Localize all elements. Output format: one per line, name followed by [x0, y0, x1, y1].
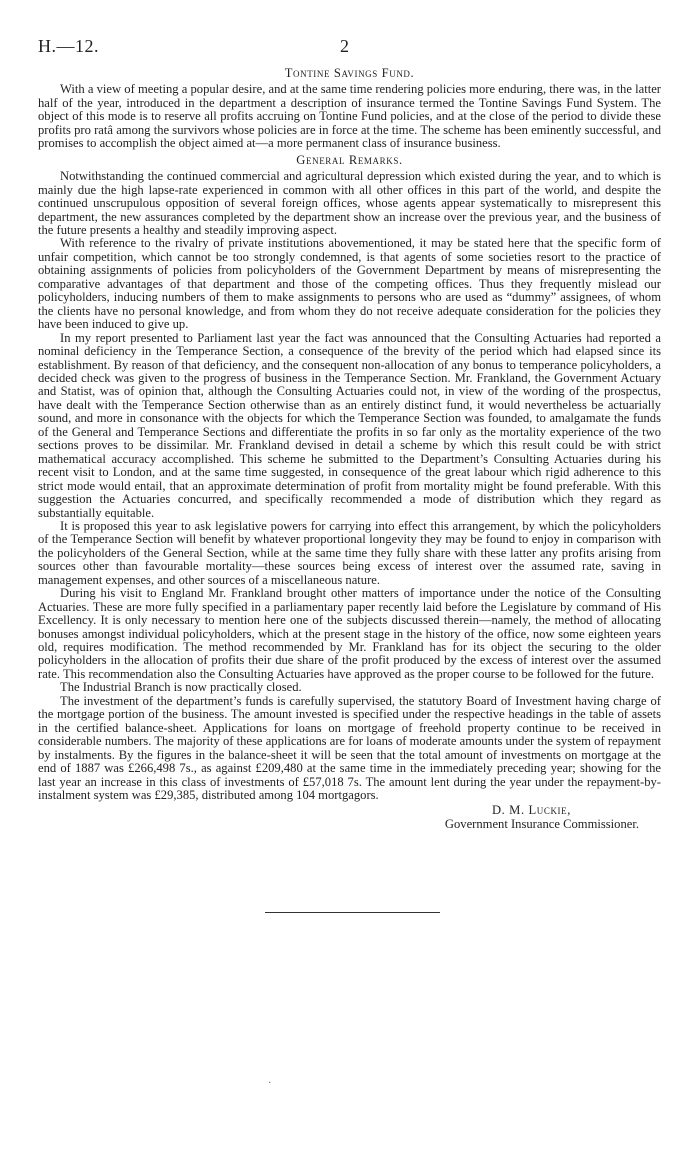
paragraph-rivalry: With reference to the rivalry of private institutions abovementioned, it may be stated here that the specific form of unfair competition, which cannot be too strongly condemned, is that agents of some societies resort to the practice of obtaining assignments of policies from policyholders of the Government Department by means of misrepresenting the comparative advantages of that department and those of the competing offices. Thus they frequently mislead our policyholders, inducing numbers of them to make assignments to persons who are used as “dummy” assignees, of whom the clients have no personal knowledge, and from whom they do not receive adequate consideration for the policies they have been induced to give up. [38, 236, 661, 332]
signature-title: Government Insurance Commissioner. [444, 816, 639, 831]
closing-rule [265, 912, 440, 913]
paragraph-visit-england: During his visit to England Mr. Frankland brought other matters of importance under the notice of the Consulting Actuaries. These are more fully specified in a parliamentary paper recently laid before the Legislature by command of His Excellency. It is only necessary to mention here one of the subjects discussed therein—namely, the method of allocating bonuses amongst individual policyholders, which at the present stage in the history of the office, now some eighteen years old, requires modification. The method recommended by Mr. Frankland has for its object the securing to the older policyholders in the allocation of profits their due share of the profit produced by the excess of interest over the assumed rate. This recommendation also the Consulting Actuaries have approved as the proper course to be followed for the future. [38, 586, 661, 681]
paragraph-temperance-deficiency: In my report presented to Parliament last year the fact was announced that the Consulting Actuaries had reported a nominal deficiency in the Temperance Section, a consequence of the brevity of the period which had elapsed since its establishment. By reason of that deficiency, and the consequent non-allocation of any bonus to temperance policyholders, a decided check was given to the progress of business in the Temperance Section. Mr. Frankland, the Government Actuary and Statist, was of opinion that, although the Consulting Actuaries could not, in view of the wording of the prospectus, have dealt with the Temperance Section otherwise than as an entirely distinct fund, it would nevertheless be actuarially sound, and more in consonance with the objects for which the Temperance Section was founded, to amalgamate the funds of the General and Temperance Sections and differentiate the profits in so far only as the mortality experience of the two sections proves to be dissimilar. Mr. Frankland devised in detail a scheme by which this result could be with strict mathematical accuracy accomplished. This scheme he submitted to the Department’s Consulting Actuaries during his recent visit to London, and at the same time suggested, in consequence of the great labour which rigid adherence to this strict mode would entail, that an approximate determination of profit from mortality might be found preferable. With this suggestion the Actuaries concurred, and specifically recommended a mode of distribution which they regard as substantially equitable. [38, 330, 661, 520]
paragraph-tontine: With a view of meeting a popular desire, and at the same time rendering policies more enduring, there was, in the latter half of the year, introduced in the department a description of insurance termed the Tontine Savings Fund System. The object of this mode is to reserve all profits accruing on Tontine Fund policies, and at the close of the period to divide these profits pro ratâ among the survivors whose policies are in force at the time. The scheme has been eminently successful, and promises to accomplish the object aimed at—a more permanent class of insurance business. [38, 82, 661, 151]
signature-name: D. M. Luckie, [491, 803, 571, 818]
paragraph-industrial-branch: The Industrial Branch is now practically closed. [60, 680, 302, 695]
document-body [38, 64, 661, 831]
paragraph-investment: The investment of the department’s funds is carefully supervised, the statutory Board of Investment having charge of the mortgage portion of the business. The amount invested is specified under the respective headings in the table of assets in the certified balance-sheet. Applications for loans on mortgage of freehold property continue to be received in considerable numbers. The majority of these applications are for loans of moderate amounts under the system of repayment by instalments. By the figures in the balance-sheet it will be seen that the total amount of investments on mortgage at the end of 1887 was £266,498 7s., as against £209,480 at the same time in the immediately preceding year; showing for the last year an increase in this class of investments of £57,018 7s. The amount lent during the year under the repayment-by-instalment system was £29,385, distributed among 104 mortgagors. [38, 693, 661, 803]
heading-tontine-savings-fund: Tontine Savings Fund. [284, 66, 415, 80]
paper-reference: H.—12. [38, 36, 99, 56]
stray-mark: · [268, 1078, 272, 1089]
heading-general-remarks: General Remarks. [296, 152, 403, 167]
page-number: 2 [340, 36, 349, 56]
paragraph-depression: Notwithstanding the continued commercial and agricultural depression which existed during the year, and to which is mainly due the high lapse-rate experienced in common with all other offices in this part of the world, and despite the continued unscrupulous opposition of several foreign offices, whose agents appear systematically to misrepresent this department, the new assurances completed by the department show an increase over the previous year, and the business of the future presents a healthy and steadily improving aspect. [38, 169, 661, 237]
paragraph-legislative-powers: It is proposed this year to ask legislative powers for carrying into effect this arrangement, by which the policyholders of the Temperance Section will benefit by whatever proportional longevity they may be found to enjoy in comparison with the policyholders of the General Section, while at the same time they fully share with these latter any profits arising from sources other than favourable mortality—these sources being excess of interest over the assumed rate, saving in management expenses, and other sources of a miscellaneous nature. [38, 518, 661, 587]
signature-block [38, 804, 661, 831]
